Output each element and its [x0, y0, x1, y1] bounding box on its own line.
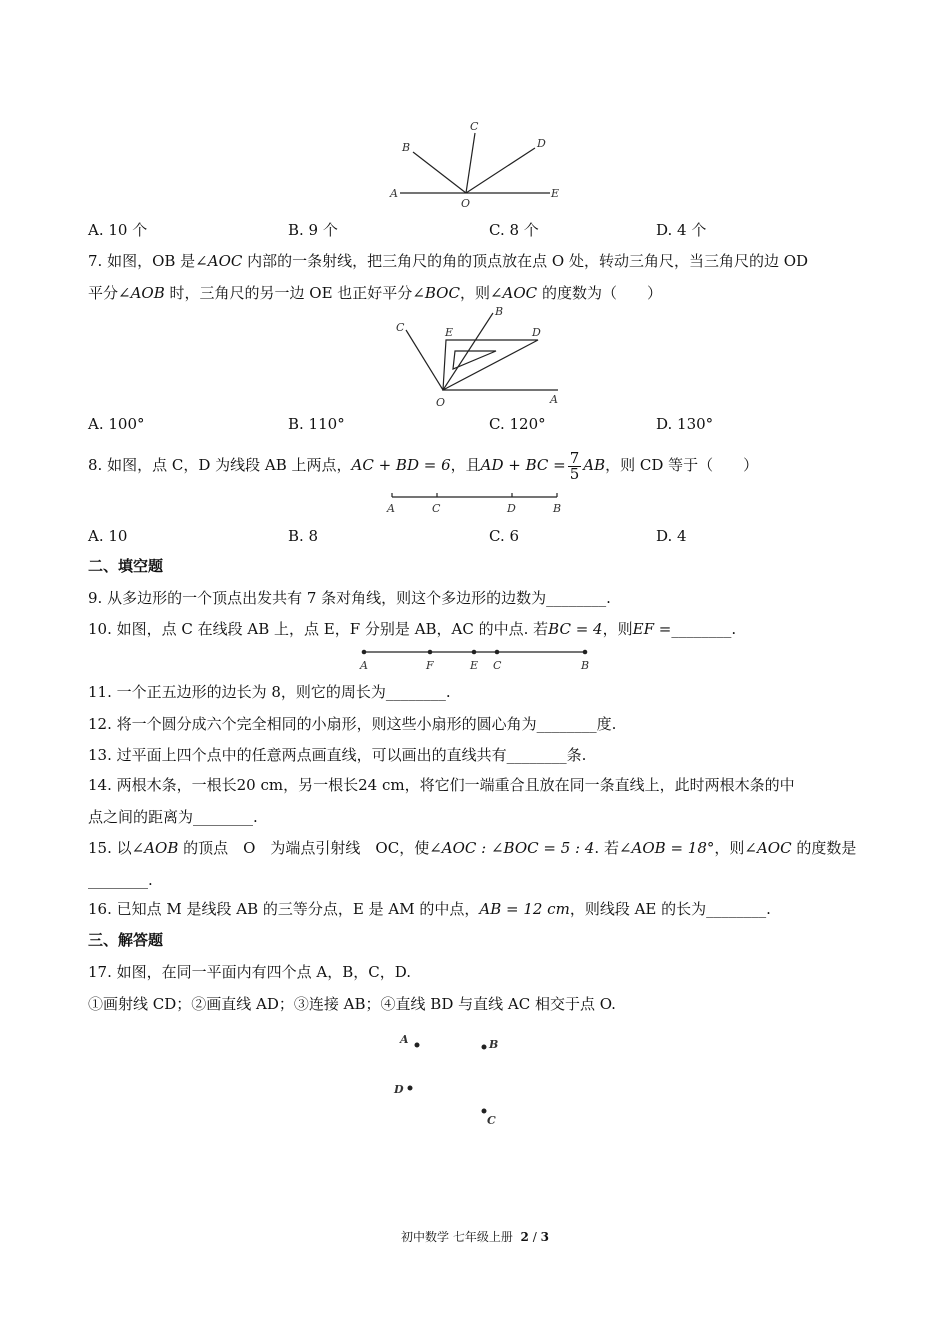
q8-option-b[interactable]: B. 8	[288, 527, 319, 545]
q6-option-a[interactable]: A. 10 个	[88, 221, 148, 239]
q8-option-c[interactable]: C. 6	[489, 527, 520, 545]
q8-label-a: A	[387, 502, 395, 515]
q6-label-b: B	[402, 141, 411, 154]
q17-label-c: C	[487, 1114, 496, 1127]
q13-text: 13. 过平面上四个点中的任意两点画直线，可以画出的直线共有________条.	[88, 746, 587, 764]
q7-label-e: E	[445, 326, 454, 339]
page-total: 3	[540, 1230, 549, 1244]
q7-option-b[interactable]: B. 110°	[288, 415, 345, 433]
q8-fraction: $\frac{7}{5}$	[569, 448, 580, 483]
q11-text: 11. 一个正五边形的边长为 8，则它的周长为________.	[88, 683, 451, 701]
q8-text: 8. 如图，点 C，D 为线段 AB 上两点，AC + BD = 6，且AD + BC = $\frac{7}{5}$ AB，则 CD 等于（ ）	[88, 448, 759, 483]
q10-text: 10. 如图，点 C 在线段 AB 上，点 E，F 分别是 AB，AC 的中点. 若BC = 4，则EF =________.	[88, 620, 737, 638]
q7-label-d: D	[532, 326, 541, 339]
q6-option-d[interactable]: D. 4 个	[656, 221, 707, 239]
q6-label-e: E	[551, 187, 560, 200]
q16-text: 16. 已知点 M 是线段 AB 的三等分点，E 是 AM 的中点，AB = 12 cm，则线段 AE 的长为________.	[88, 900, 771, 918]
q8-option-a[interactable]: A. 10	[88, 527, 128, 545]
page-number: 2	[520, 1230, 529, 1244]
q7-text-line1: 7. 如图，OB 是∠AOC 内部的一条射线，把三角尺的角的顶点放在点 O 处，转动三角尺，当三角尺的边 OD	[88, 252, 809, 270]
q7-option-a[interactable]: A. 100°	[88, 415, 145, 433]
q10-label-e: E	[470, 659, 479, 672]
q8-label-c: C	[432, 502, 441, 515]
section-answer-heading: 三、解答题	[88, 931, 164, 949]
q10-label-c: C	[493, 659, 502, 672]
q6-figure	[380, 115, 570, 214]
section-fill-in-heading: 二、填空题	[88, 557, 164, 575]
q6-label-o: O	[461, 197, 471, 210]
q10-label-b: B	[581, 659, 590, 672]
q8-label-b: B	[553, 502, 562, 515]
q10-label-f: F	[426, 659, 434, 672]
q10-figure	[352, 644, 602, 678]
q7-label-c: C	[396, 321, 405, 334]
q14-text-line2: 点之间的距离为________.	[88, 808, 258, 826]
page-footer: 初中数学 七年级上册 2 / 3	[401, 1230, 549, 1244]
q6-label-c: C	[470, 120, 479, 133]
q7-option-d[interactable]: D. 130°	[656, 415, 714, 433]
q17-text-line1: 17. 如图，在同一平面内有四个点 A，B，C，D.	[88, 963, 411, 981]
q15-text-line1: 15. 以∠AOB 的顶点 O 为端点引射线 OC，使∠AOC : ∠BOC = 5 : 4. 若∠AOB = 18°，则∠AOC 的度数是	[88, 839, 857, 857]
q17-label-a: A	[400, 1033, 409, 1046]
q6-label-d: D	[537, 137, 546, 150]
q7-option-c[interactable]: C. 120°	[489, 415, 546, 433]
q6-option-c[interactable]: C. 8 个	[489, 221, 539, 239]
q7-text-line2: 平分∠AOB 时，三角尺的另一边 OE 也正好平分∠BOC，则∠AOC 的度数为（ ）	[88, 284, 662, 302]
q7-label-b: B	[495, 305, 504, 318]
q8-figure	[382, 488, 572, 520]
q7-label-a: A	[550, 393, 558, 406]
q14-text-line1: 14. 两根木条，一根长20 cm，另一根长24 cm，将它们一端重合且放在同一条直线上，此时两根木条的中	[88, 776, 795, 794]
q8-option-d[interactable]: D. 4	[656, 527, 687, 545]
q17-label-d: D	[394, 1083, 404, 1096]
q10-label-a: A	[360, 659, 368, 672]
q7-label-o: O	[436, 396, 446, 409]
q6-label-a: A	[390, 187, 398, 200]
q6-option-b[interactable]: B. 9 个	[288, 221, 338, 239]
q9-text: 9. 从多边形的一个顶点出发共有 7 条对角线，则这个多边形的边数为________.	[88, 589, 611, 607]
q12-text: 12. 将一个圆分成六个完全相同的小扇形，则这些小扇形的圆心角为________度.	[88, 715, 617, 733]
q8-label-d: D	[507, 502, 516, 515]
q17-label-b: B	[489, 1038, 499, 1051]
q7-figure	[388, 305, 568, 414]
q17-text-line2: ①画射线 CD；②画直线 AD；③连接 AB；④直线 BD 与直线 AC 相交于点 O.	[88, 995, 616, 1013]
q17-figure	[390, 1025, 520, 1139]
q15-text-line2: ________.	[88, 871, 153, 889]
